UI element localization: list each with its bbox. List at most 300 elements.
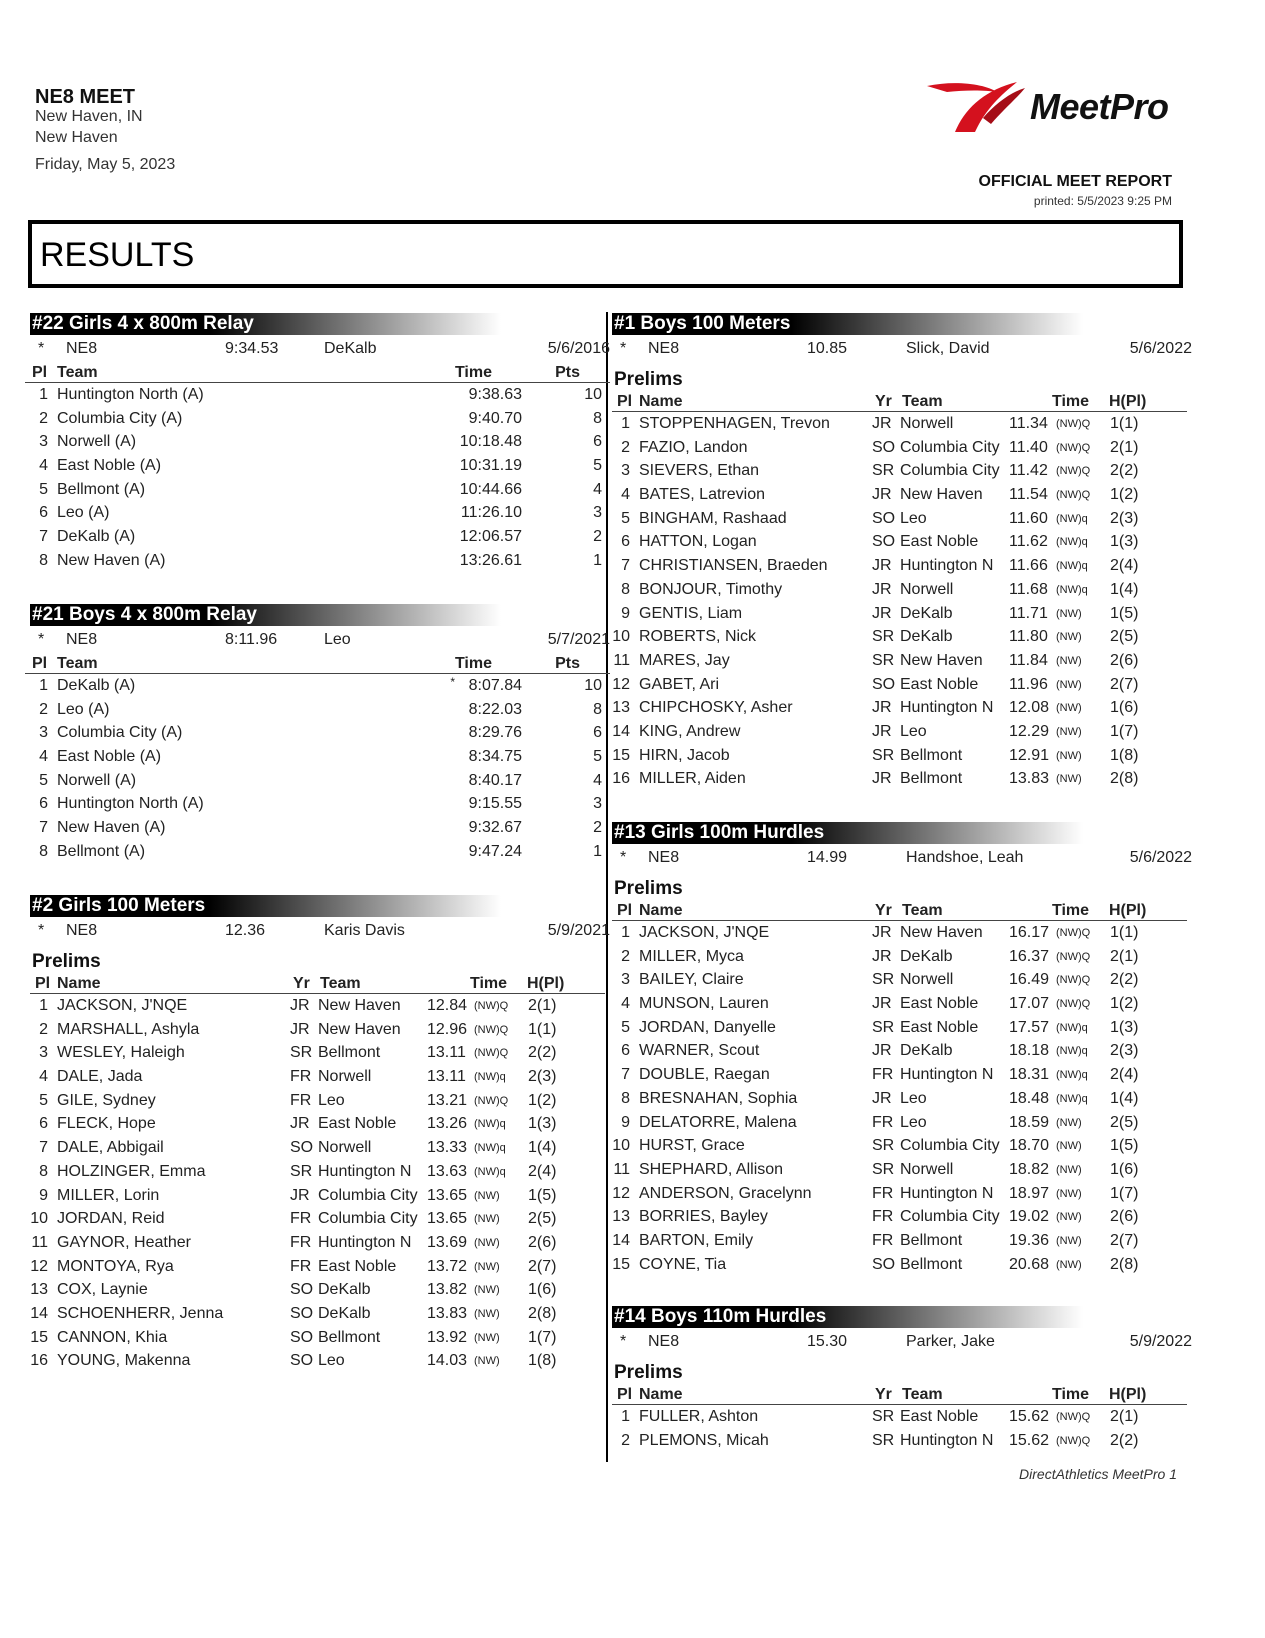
- place: 2: [621, 947, 630, 965]
- heat-place: 1(1): [1110, 415, 1139, 432]
- athlete-name: JACKSON, J'NQE: [57, 997, 188, 1014]
- team-name: New Haven (A): [57, 819, 166, 837]
- meetpro-logo: [925, 78, 1185, 138]
- result-time: 10:18.48: [459, 433, 522, 451]
- place: 6: [39, 795, 48, 813]
- result-time: 8:40.17: [468, 771, 522, 789]
- result-time: 18.48: [1009, 1089, 1050, 1107]
- result-row: [612, 1205, 1192, 1229]
- heat-place: 2(2): [1110, 971, 1139, 989]
- athlete-year: SO: [872, 675, 896, 693]
- record-meet: NE8: [648, 849, 680, 866]
- record-mark: *: [620, 849, 627, 866]
- result-row: [30, 549, 610, 573]
- athlete-year: JR: [872, 1042, 892, 1060]
- athlete-year: JR: [872, 1089, 892, 1107]
- team-name: Huntington N: [318, 1162, 412, 1180]
- result-row: [612, 507, 1192, 531]
- result-time: 11.40: [1009, 438, 1048, 456]
- wind-qualifier: (NW): [1056, 678, 1082, 691]
- wind-qualifier: (NW)Q: [1056, 950, 1091, 963]
- points: 2: [593, 528, 602, 546]
- header-team: Team: [57, 364, 98, 381]
- result-row: [612, 625, 1192, 649]
- team-name: New Haven (A): [57, 551, 166, 569]
- result-time: 13.33: [427, 1139, 468, 1157]
- team-name: Huntington N: [318, 1233, 412, 1251]
- result-time: 11.34: [1009, 415, 1048, 432]
- athlete-name: FAZIO, Landon: [639, 438, 748, 456]
- place: 1: [39, 386, 48, 403]
- heat-place: 1(1): [1110, 924, 1139, 941]
- result-row: [612, 744, 1192, 768]
- team-name: East Noble: [900, 533, 979, 551]
- result-time: 8:07.84: [468, 677, 522, 694]
- athlete-year: SR: [872, 971, 895, 989]
- points: 2: [593, 819, 602, 837]
- wind-qualifier: (NW)q: [1056, 1021, 1088, 1034]
- points: 4: [593, 480, 602, 498]
- wind-qualifier: (NW)q: [474, 1118, 506, 1131]
- place: 10: [612, 1137, 630, 1155]
- team-name: Huntington N: [900, 557, 994, 575]
- athlete-year: SR: [872, 1431, 895, 1449]
- athlete-name: BONJOUR, Timothy: [639, 580, 783, 598]
- wind-qualifier: (NW): [1056, 702, 1082, 715]
- header-pts: Pts: [555, 364, 580, 381]
- team-name: Huntington N: [900, 1066, 994, 1084]
- team-name: Norwell (A): [57, 771, 137, 789]
- result-time: 13.26: [427, 1115, 468, 1133]
- result-time: 9:47.24: [468, 842, 522, 860]
- place: 13: [30, 1281, 48, 1299]
- wind-qualifier: (NW)q: [474, 1071, 506, 1084]
- result-row: [30, 1089, 610, 1113]
- result-time: 14.03: [427, 1352, 468, 1370]
- result-time: 11.80: [1009, 628, 1048, 646]
- wind-qualifier: (NW)q: [1056, 1069, 1088, 1082]
- heat-place: 2(7): [1110, 1231, 1139, 1249]
- wind-qualifier: (NW): [1056, 607, 1082, 620]
- wind-qualifier: (NW)q: [1056, 536, 1088, 549]
- place: 15: [30, 1328, 48, 1346]
- result-row: [30, 1278, 610, 1302]
- athlete-year: SR: [872, 1408, 895, 1425]
- wind-qualifier: (NW): [474, 1355, 500, 1368]
- team-name: Norwell: [900, 580, 954, 598]
- header-name: Name: [639, 902, 683, 919]
- wind-qualifier: (NW): [1056, 1163, 1082, 1176]
- athlete-year: SO: [872, 533, 896, 551]
- result-time: 11.62: [1009, 533, 1048, 551]
- athlete-year: SO: [872, 438, 896, 456]
- team-name: Bellmont (A): [57, 480, 146, 498]
- place: 8: [621, 580, 630, 598]
- points: 1: [593, 551, 602, 569]
- header-time: Time: [454, 364, 492, 381]
- result-row: [30, 792, 610, 816]
- header-time: Time: [1052, 902, 1090, 919]
- team-name: Bellmont: [900, 746, 963, 764]
- result-time: 10:44.66: [459, 480, 522, 498]
- athlete-year: FR: [290, 1210, 312, 1228]
- meet-record-row: [30, 628, 610, 654]
- place: 11: [613, 651, 630, 669]
- result-row: [30, 745, 610, 769]
- athlete-name: GABET, Ari: [639, 675, 720, 693]
- record-time: 15.30: [807, 1333, 848, 1350]
- result-time: 13.69: [427, 1233, 468, 1251]
- heat-place: 2(4): [1110, 1066, 1139, 1084]
- place: 8: [39, 1162, 48, 1180]
- result-time: 12:06.57: [459, 528, 522, 546]
- record-time: 10.85: [807, 340, 848, 357]
- event-section: [30, 604, 610, 864]
- result-time: 9:15.55: [468, 795, 522, 813]
- result-time: 11.71: [1009, 604, 1048, 622]
- place: 11: [31, 1233, 48, 1251]
- place: 3: [39, 1044, 48, 1062]
- team-name: Leo: [900, 1089, 927, 1107]
- result-time: 13.72: [427, 1257, 468, 1275]
- place: 2: [39, 700, 48, 718]
- athlete-name: DOUBLE, Raegan: [639, 1066, 770, 1084]
- team-name: East Noble: [900, 675, 979, 693]
- record-date: 5/9/2021: [547, 922, 610, 939]
- heat-place: 1(3): [528, 1115, 557, 1133]
- result-row: [30, 478, 610, 502]
- place: 8: [621, 1089, 630, 1107]
- place: 13: [612, 699, 630, 717]
- result-row: [612, 673, 1192, 697]
- header-pl: Pl: [617, 1386, 633, 1403]
- wind-qualifier: (NW): [1056, 654, 1082, 667]
- record-time: 8:11.96: [225, 631, 278, 648]
- heat-place: 2(2): [1110, 1431, 1139, 1449]
- result-time: 9:32.67: [468, 819, 522, 837]
- header-pl: Pl: [32, 655, 48, 672]
- athlete-name: BATES, Latrevion: [639, 486, 765, 504]
- result-row: [612, 1087, 1192, 1111]
- heat-place: 2(7): [1110, 675, 1139, 693]
- results-title: RESULTS: [40, 236, 195, 274]
- heat-place: 2(4): [528, 1162, 557, 1180]
- athlete-year: FR: [872, 1184, 894, 1202]
- place: 7: [39, 528, 48, 546]
- result-row: [612, 696, 1192, 720]
- meet-name: NE8 MEET: [35, 86, 136, 108]
- athlete-year: FR: [290, 1257, 312, 1275]
- team-name: Bellmont (A): [57, 842, 146, 860]
- header-hpl: H(Pl): [1109, 1386, 1147, 1403]
- wind-qualifier: (NW)Q: [1056, 489, 1091, 502]
- record-flag: *: [450, 675, 455, 689]
- header-name: Name: [57, 975, 101, 992]
- team-name: New Haven: [900, 924, 983, 941]
- result-row: [30, 501, 610, 525]
- place: 11: [613, 1160, 630, 1178]
- heat-place: 1(3): [1110, 1018, 1139, 1036]
- team-name: New Haven: [318, 997, 401, 1014]
- team-name: East Noble: [900, 1018, 979, 1036]
- place: 10: [30, 1210, 48, 1228]
- athlete-name: WARNER, Scout: [639, 1042, 760, 1060]
- athlete-name: PLEMONS, Micah: [639, 1431, 769, 1449]
- athlete-name: BAILEY, Claire: [639, 971, 744, 989]
- record-holder: DeKalb: [324, 340, 377, 357]
- points: 8: [593, 700, 602, 718]
- team-name: Huntington North (A): [57, 386, 204, 403]
- athlete-year: JR: [290, 1186, 310, 1204]
- athlete-year: SR: [290, 1162, 313, 1180]
- header-name: Name: [639, 393, 683, 410]
- header-pl: Pl: [617, 393, 633, 410]
- place: 14: [612, 722, 630, 740]
- record-meet: NE8: [66, 922, 98, 939]
- place: 7: [621, 1066, 630, 1084]
- heat-place: 1(5): [528, 1186, 557, 1204]
- team-name: Huntington North (A): [57, 795, 204, 813]
- heat-place: 2(6): [528, 1233, 557, 1251]
- event-section: [612, 822, 1192, 1276]
- heat-place: 1(3): [1110, 533, 1139, 551]
- heat-place: 2(2): [528, 1044, 557, 1062]
- athlete-year: SR: [872, 1160, 895, 1178]
- team-name: Bellmont: [318, 1328, 381, 1346]
- team-name: Columbia City: [900, 1208, 1000, 1226]
- athlete-year: SR: [872, 746, 895, 764]
- result-time: 10:31.19: [459, 457, 522, 475]
- wind-qualifier: (NW)q: [1056, 512, 1088, 525]
- result-time: 19.02: [1009, 1208, 1050, 1226]
- result-time: 18.97: [1009, 1184, 1050, 1202]
- heat-place: 1(6): [1110, 699, 1139, 717]
- printed-timestamp: printed: 5/5/2023 9:25 PM: [1033, 194, 1172, 208]
- athlete-year: SO: [290, 1281, 314, 1299]
- athlete-year: SO: [290, 1352, 314, 1370]
- athlete-year: FR: [290, 1068, 312, 1086]
- wind-qualifier: (NW)Q: [1056, 465, 1091, 478]
- result-time: 9:38.63: [468, 386, 522, 403]
- result-time: 11.42: [1009, 462, 1048, 480]
- wind-qualifier: (NW): [1056, 725, 1082, 738]
- wind-qualifier: (NW)Q: [1056, 974, 1091, 987]
- column-header-row: [612, 901, 1187, 921]
- wind-qualifier: (NW)Q: [1056, 927, 1091, 939]
- heat-place: 1(7): [528, 1328, 557, 1346]
- place: 12: [612, 675, 630, 693]
- team-name: Norwell: [900, 415, 954, 432]
- result-row: [30, 383, 610, 407]
- place: 9: [621, 1113, 630, 1131]
- team-name: DeKalb: [318, 1281, 371, 1299]
- athlete-year: FR: [290, 1233, 312, 1251]
- place: 8: [39, 842, 48, 860]
- result-row: [30, 525, 610, 549]
- athlete-name: GILE, Sydney: [57, 1091, 156, 1109]
- athlete-year: SR: [290, 1044, 313, 1062]
- result-row: [30, 454, 610, 478]
- result-row: [612, 1405, 1192, 1429]
- record-holder: Handshoe, Leah: [906, 849, 1024, 866]
- result-time: 11:26.10: [460, 504, 522, 522]
- heat-place: 1(2): [528, 1091, 557, 1109]
- wind-qualifier: (NW)Q: [1056, 1434, 1091, 1447]
- heat-place: 1(2): [1110, 995, 1139, 1013]
- athlete-year: SR: [872, 1137, 895, 1155]
- heat-place: 2(3): [1110, 509, 1139, 527]
- team-name: Bellmont: [900, 1255, 963, 1273]
- wind-qualifier: (NW)q: [1056, 560, 1088, 573]
- wind-qualifier: (NW)Q: [1056, 418, 1091, 430]
- event-title-bar: #22 Girls 4 x 800m Relay: [30, 313, 542, 335]
- result-row: [612, 1039, 1192, 1063]
- header-yr: Yr: [875, 393, 892, 410]
- result-row: [30, 430, 610, 454]
- result-row: [612, 483, 1192, 507]
- result-row: [612, 945, 1192, 969]
- athlete-year: FR: [872, 1113, 894, 1131]
- points: 8: [593, 409, 602, 427]
- heat-place: 1(7): [1110, 722, 1139, 740]
- athlete-name: YOUNG, Makenna: [57, 1352, 191, 1370]
- athlete-name: GAYNOR, Heather: [57, 1233, 191, 1251]
- team-name: Huntington N: [900, 1184, 994, 1202]
- athlete-name: CANNON, Khia: [57, 1328, 168, 1346]
- team-name: New Haven: [900, 651, 983, 669]
- athlete-name: ROBERTS, Nick: [639, 628, 757, 646]
- wind-qualifier: (NW)q: [1056, 1045, 1088, 1058]
- result-row: [30, 1302, 610, 1326]
- header-hpl: H(Pl): [527, 975, 565, 992]
- record-holder: Leo: [324, 631, 351, 648]
- points: 1: [593, 842, 602, 860]
- meet-record-row: [30, 337, 610, 363]
- heat-place: 1(6): [1110, 1160, 1139, 1178]
- team-name: New Haven: [900, 486, 983, 504]
- result-row: [612, 1158, 1192, 1182]
- record-date: 5/7/2021: [547, 631, 610, 648]
- result-time: 18.82: [1009, 1160, 1050, 1178]
- header-team: Team: [57, 655, 98, 672]
- record-holder: Parker, Jake: [906, 1333, 995, 1350]
- event-section: [30, 313, 610, 573]
- result-row: [612, 436, 1192, 460]
- wind-qualifier: (NW): [1056, 1234, 1082, 1247]
- team-name: DeKalb (A): [57, 528, 136, 546]
- result-row: [30, 1160, 610, 1184]
- header-yr: Yr: [875, 902, 892, 919]
- team-name: Leo: [318, 1352, 345, 1370]
- column-header-row: [25, 363, 610, 383]
- place: 8: [39, 551, 48, 569]
- wind-qualifier: (NW)q: [1056, 1092, 1088, 1105]
- team-name: East Noble (A): [57, 457, 162, 475]
- meet-record-row: [612, 1330, 1192, 1356]
- header-time: Time: [470, 975, 508, 992]
- athlete-year: JR: [872, 580, 892, 598]
- result-time: 11.68: [1009, 580, 1048, 598]
- team-name: Columbia City (A): [57, 724, 183, 742]
- athlete-name: DALE, Abbigail: [57, 1139, 164, 1157]
- team-name: Norwell: [900, 971, 954, 989]
- athlete-year: SR: [872, 628, 895, 646]
- result-row: [30, 698, 610, 722]
- athlete-name: WESLEY, Haleigh: [57, 1044, 185, 1062]
- team-name: Leo: [900, 509, 927, 527]
- event-title-bar: #2 Girls 100 Meters: [30, 895, 542, 917]
- athlete-name: GENTIS, Liam: [639, 604, 743, 622]
- result-row: [30, 840, 610, 864]
- wind-qualifier: (NW): [1056, 631, 1082, 644]
- header-team: Team: [902, 393, 943, 410]
- record-meet: NE8: [66, 631, 98, 648]
- result-time: 12.08: [1009, 699, 1050, 717]
- athlete-name: SHEPHARD, Allison: [639, 1160, 784, 1178]
- heat-place: 2(1): [528, 997, 557, 1014]
- result-time: 13.65: [427, 1186, 468, 1204]
- result-row: [30, 674, 610, 698]
- athlete-name: SCHOENHERR, Jenna: [57, 1304, 224, 1322]
- wind-qualifier: (NW): [474, 1213, 500, 1226]
- event-section: [612, 1306, 1192, 1452]
- result-time: 11.84: [1009, 651, 1048, 669]
- athlete-name: CHIPCHOSKY, Asher: [639, 699, 793, 717]
- place: 9: [39, 1186, 48, 1204]
- athlete-year: JR: [872, 924, 892, 941]
- record-holder: Slick, David: [906, 340, 990, 357]
- team-name: Columbia City: [318, 1210, 418, 1228]
- wind-qualifier: (NW): [474, 1236, 500, 1249]
- team-name: Bellmont: [900, 1231, 963, 1249]
- heat-place: 1(5): [1110, 1137, 1139, 1155]
- athlete-year: SO: [872, 509, 896, 527]
- place: 4: [39, 1068, 48, 1086]
- place: 15: [612, 1255, 630, 1273]
- result-time: 13.21: [427, 1091, 468, 1109]
- place: 1: [39, 677, 48, 694]
- athlete-year: JR: [872, 947, 892, 965]
- result-time: 11.66: [1009, 557, 1048, 575]
- heat-place: 2(8): [528, 1304, 557, 1322]
- result-time: 12.96: [427, 1020, 468, 1038]
- result-time: 17.07: [1009, 995, 1050, 1013]
- result-row: [30, 1326, 610, 1350]
- place: 15: [612, 746, 630, 764]
- result-time: 12.84: [427, 997, 468, 1014]
- athlete-name: MILLER, Myca: [639, 947, 744, 965]
- athlete-year: SR: [872, 651, 895, 669]
- team-name: Huntington N: [900, 699, 994, 717]
- heat-place: 2(1): [1110, 947, 1139, 965]
- result-row: [30, 1184, 610, 1208]
- athlete-name: MILLER, Aiden: [639, 770, 746, 788]
- header-time: Time: [1052, 1386, 1090, 1403]
- heat-place: 2(1): [1110, 1408, 1139, 1425]
- result-time: 12.91: [1009, 746, 1050, 764]
- wind-qualifier: (NW)Q: [1056, 1411, 1091, 1423]
- place: 12: [612, 1184, 630, 1202]
- event-title-bar: #14 Boys 110m Hurdles: [612, 1306, 1124, 1328]
- result-row: [30, 769, 610, 793]
- round-label: Prelims: [614, 1362, 683, 1383]
- athlete-name: FULLER, Ashton: [639, 1408, 759, 1425]
- athlete-year: JR: [290, 997, 310, 1014]
- team-name: Norwell: [318, 1139, 372, 1157]
- points: 10: [584, 386, 602, 403]
- header-pl: Pl: [32, 364, 48, 381]
- team-name: East Noble: [318, 1115, 397, 1133]
